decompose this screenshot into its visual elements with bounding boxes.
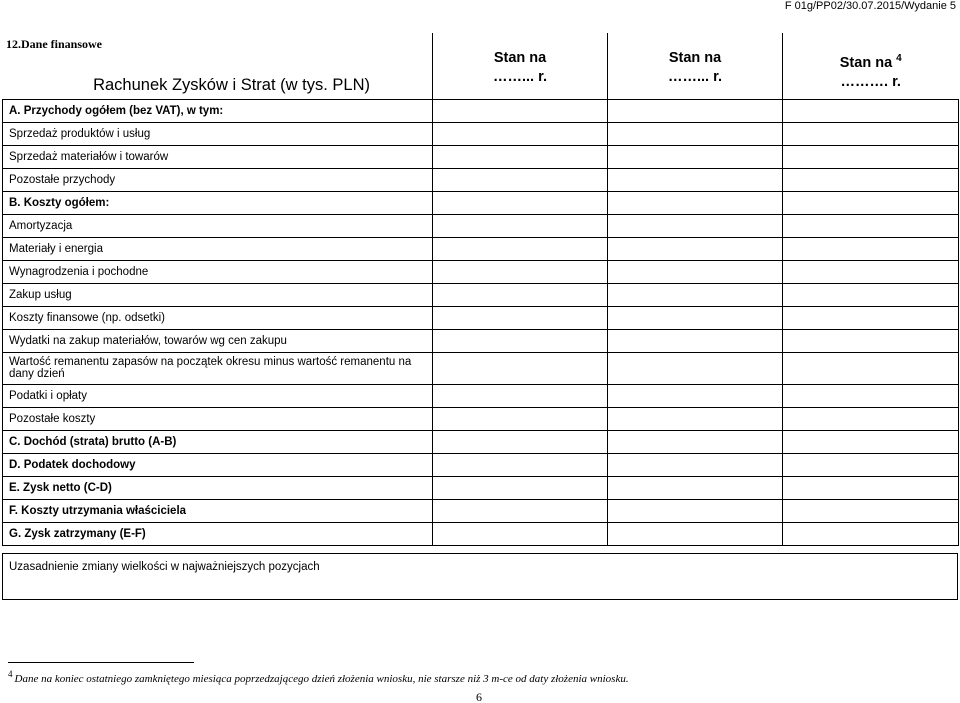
table-row bbox=[3, 384, 959, 407]
value-cell-col-3[interactable] bbox=[783, 384, 959, 407]
value-cell-col-3[interactable] bbox=[783, 329, 959, 352]
value-cell-col-3[interactable] bbox=[783, 237, 959, 260]
value-cell-col-1[interactable] bbox=[433, 306, 608, 329]
column-header-3-footnote-mark: 4 bbox=[896, 53, 902, 64]
row-label: Podatki i opłaty bbox=[3, 384, 433, 407]
value-cell-col-1[interactable] bbox=[433, 476, 608, 499]
value-cell-col-2[interactable] bbox=[608, 306, 783, 329]
table-row bbox=[3, 145, 959, 168]
value-cell-col-3[interactable] bbox=[783, 191, 959, 214]
row-label: Pozostałe koszty bbox=[3, 407, 433, 430]
value-cell-col-1[interactable] bbox=[433, 499, 608, 522]
value-cell-col-2[interactable] bbox=[608, 384, 783, 407]
value-cell-col-3[interactable] bbox=[783, 214, 959, 237]
row-label: Amortyzacja bbox=[3, 214, 433, 237]
value-cell-col-3[interactable] bbox=[783, 145, 959, 168]
column-header-2 bbox=[608, 33, 783, 99]
value-cell-col-1[interactable] bbox=[433, 407, 608, 430]
value-cell-col-3[interactable] bbox=[783, 476, 959, 499]
table-row bbox=[3, 352, 959, 384]
value-cell-col-2[interactable] bbox=[608, 191, 783, 214]
value-cell-col-2[interactable] bbox=[608, 430, 783, 453]
table-row bbox=[3, 237, 959, 260]
table-row bbox=[3, 99, 959, 122]
row-label: C. Dochód (strata) brutto (A-B) bbox=[3, 430, 433, 453]
column-header-3 bbox=[783, 33, 959, 99]
table-row bbox=[3, 499, 959, 522]
table-header-row bbox=[3, 33, 959, 99]
table-row bbox=[3, 430, 959, 453]
row-label: Koszty finansowe (np. odsetki) bbox=[3, 306, 433, 329]
value-cell-col-1[interactable] bbox=[433, 191, 608, 214]
value-cell-col-2[interactable] bbox=[608, 237, 783, 260]
value-cell-col-2[interactable] bbox=[608, 407, 783, 430]
footnote-rule bbox=[8, 662, 194, 663]
column-header-1-line2: ……... r. bbox=[493, 69, 547, 85]
value-cell-col-3[interactable] bbox=[783, 99, 959, 122]
footnote bbox=[8, 669, 629, 685]
value-cell-col-2[interactable] bbox=[608, 214, 783, 237]
row-label: Sprzedaż produktów i usług bbox=[3, 122, 433, 145]
value-cell-col-3[interactable] bbox=[783, 352, 959, 384]
column-header-2-line2: ……... r. bbox=[668, 69, 722, 85]
justification-box[interactable] bbox=[2, 553, 958, 600]
row-label: E. Zysk netto (C-D) bbox=[3, 476, 433, 499]
value-cell-col-2[interactable] bbox=[608, 122, 783, 145]
footnote-mark: 4 bbox=[8, 669, 13, 679]
value-cell-col-1[interactable] bbox=[433, 99, 608, 122]
value-cell-col-1[interactable] bbox=[433, 384, 608, 407]
table-row bbox=[3, 407, 959, 430]
row-label: G. Zysk zatrzymany (E-F) bbox=[3, 522, 433, 545]
form-code: F 01g/PP02/30.07.2015/Wydanie 5 bbox=[784, 0, 956, 12]
row-label: Zakup usług bbox=[3, 283, 433, 306]
value-cell-col-3[interactable] bbox=[783, 283, 959, 306]
value-cell-col-3[interactable] bbox=[783, 260, 959, 283]
column-header-1-line1: Stan na bbox=[493, 50, 547, 66]
value-cell-col-3[interactable] bbox=[783, 306, 959, 329]
row-label: D. Podatek dochodowy bbox=[3, 453, 433, 476]
value-cell-col-1[interactable] bbox=[433, 260, 608, 283]
table-row bbox=[3, 168, 959, 191]
value-cell-col-2[interactable] bbox=[608, 453, 783, 476]
row-label: Materiały i energia bbox=[3, 237, 433, 260]
row-label: A. Przychody ogółem (bez VAT), w tym: bbox=[3, 99, 433, 122]
table-row bbox=[3, 329, 959, 352]
value-cell-col-1[interactable] bbox=[433, 352, 608, 384]
value-cell-col-2[interactable] bbox=[608, 283, 783, 306]
table-row bbox=[3, 476, 959, 499]
table-row bbox=[3, 453, 959, 476]
value-cell-col-1[interactable] bbox=[433, 430, 608, 453]
value-cell-col-3[interactable] bbox=[783, 430, 959, 453]
value-cell-col-2[interactable] bbox=[608, 145, 783, 168]
footnote-text: Dane na koniec ostatniego zamkniętego miesiąca poprzedzającego dzień złożenia wniosku, nie starsze niż 3 m-ce od daty złożenia wniosku. bbox=[14, 673, 629, 685]
value-cell-col-3[interactable] bbox=[783, 122, 959, 145]
row-label: Wydatki na zakup materiałów, towarów wg cen zakupu bbox=[3, 329, 433, 352]
row-label: Sprzedaż materiałów i towarów bbox=[3, 145, 433, 168]
table-row bbox=[3, 306, 959, 329]
row-label: Wynagrodzenia i pochodne bbox=[3, 260, 433, 283]
value-cell-col-3[interactable] bbox=[783, 499, 959, 522]
value-cell-col-3[interactable] bbox=[783, 407, 959, 430]
column-header-1 bbox=[433, 33, 608, 99]
value-cell-col-1[interactable] bbox=[433, 214, 608, 237]
value-cell-col-1[interactable] bbox=[433, 283, 608, 306]
column-header-3-line2: ………. r. bbox=[840, 74, 901, 90]
section-title: 12.Dane finansowe bbox=[6, 37, 103, 51]
value-cell-col-1[interactable] bbox=[433, 145, 608, 168]
column-header-2-line1: Stan na bbox=[668, 50, 722, 66]
value-cell-col-2[interactable] bbox=[608, 99, 783, 122]
value-cell-col-2[interactable] bbox=[608, 329, 783, 352]
value-cell-col-2[interactable] bbox=[608, 499, 783, 522]
table-row bbox=[3, 214, 959, 237]
value-cell-col-3[interactable] bbox=[783, 522, 959, 545]
value-cell-col-2[interactable] bbox=[608, 522, 783, 545]
value-cell-col-1[interactable] bbox=[433, 522, 608, 545]
table-row bbox=[3, 522, 959, 545]
value-cell-col-1[interactable] bbox=[433, 329, 608, 352]
row-label: F. Koszty utrzymania właściciela bbox=[3, 499, 433, 522]
value-cell-col-1[interactable] bbox=[433, 237, 608, 260]
table-title: Rachunek Zysków i Strat (w tys. PLN) bbox=[3, 33, 433, 99]
value-cell-col-3[interactable] bbox=[783, 168, 959, 191]
value-cell-col-2[interactable] bbox=[608, 352, 783, 384]
table-body bbox=[3, 99, 959, 545]
row-label: Pozostałe przychody bbox=[3, 168, 433, 191]
justification-label: Uzasadnienie zmiany wielkości w najważniejszych pozycjach bbox=[9, 561, 320, 573]
value-cell-col-2[interactable] bbox=[608, 260, 783, 283]
income-statement-table bbox=[2, 33, 959, 546]
value-cell-col-1[interactable] bbox=[433, 122, 608, 145]
row-label: Wartość remanentu zapasów na początek okresu minus wartość remanentu na dany dzień bbox=[3, 352, 433, 384]
value-cell-col-3[interactable] bbox=[783, 453, 959, 476]
value-cell-col-2[interactable] bbox=[608, 168, 783, 191]
value-cell-col-1[interactable] bbox=[433, 453, 608, 476]
column-header-3-line1: Stan na bbox=[839, 55, 893, 71]
page-number: 6 bbox=[476, 690, 482, 703]
table-row bbox=[3, 122, 959, 145]
row-label: B. Koszty ogółem: bbox=[3, 191, 433, 214]
value-cell-col-2[interactable] bbox=[608, 476, 783, 499]
value-cell-col-1[interactable] bbox=[433, 168, 608, 191]
table-row bbox=[3, 191, 959, 214]
table-row bbox=[3, 283, 959, 306]
table-row bbox=[3, 260, 959, 283]
